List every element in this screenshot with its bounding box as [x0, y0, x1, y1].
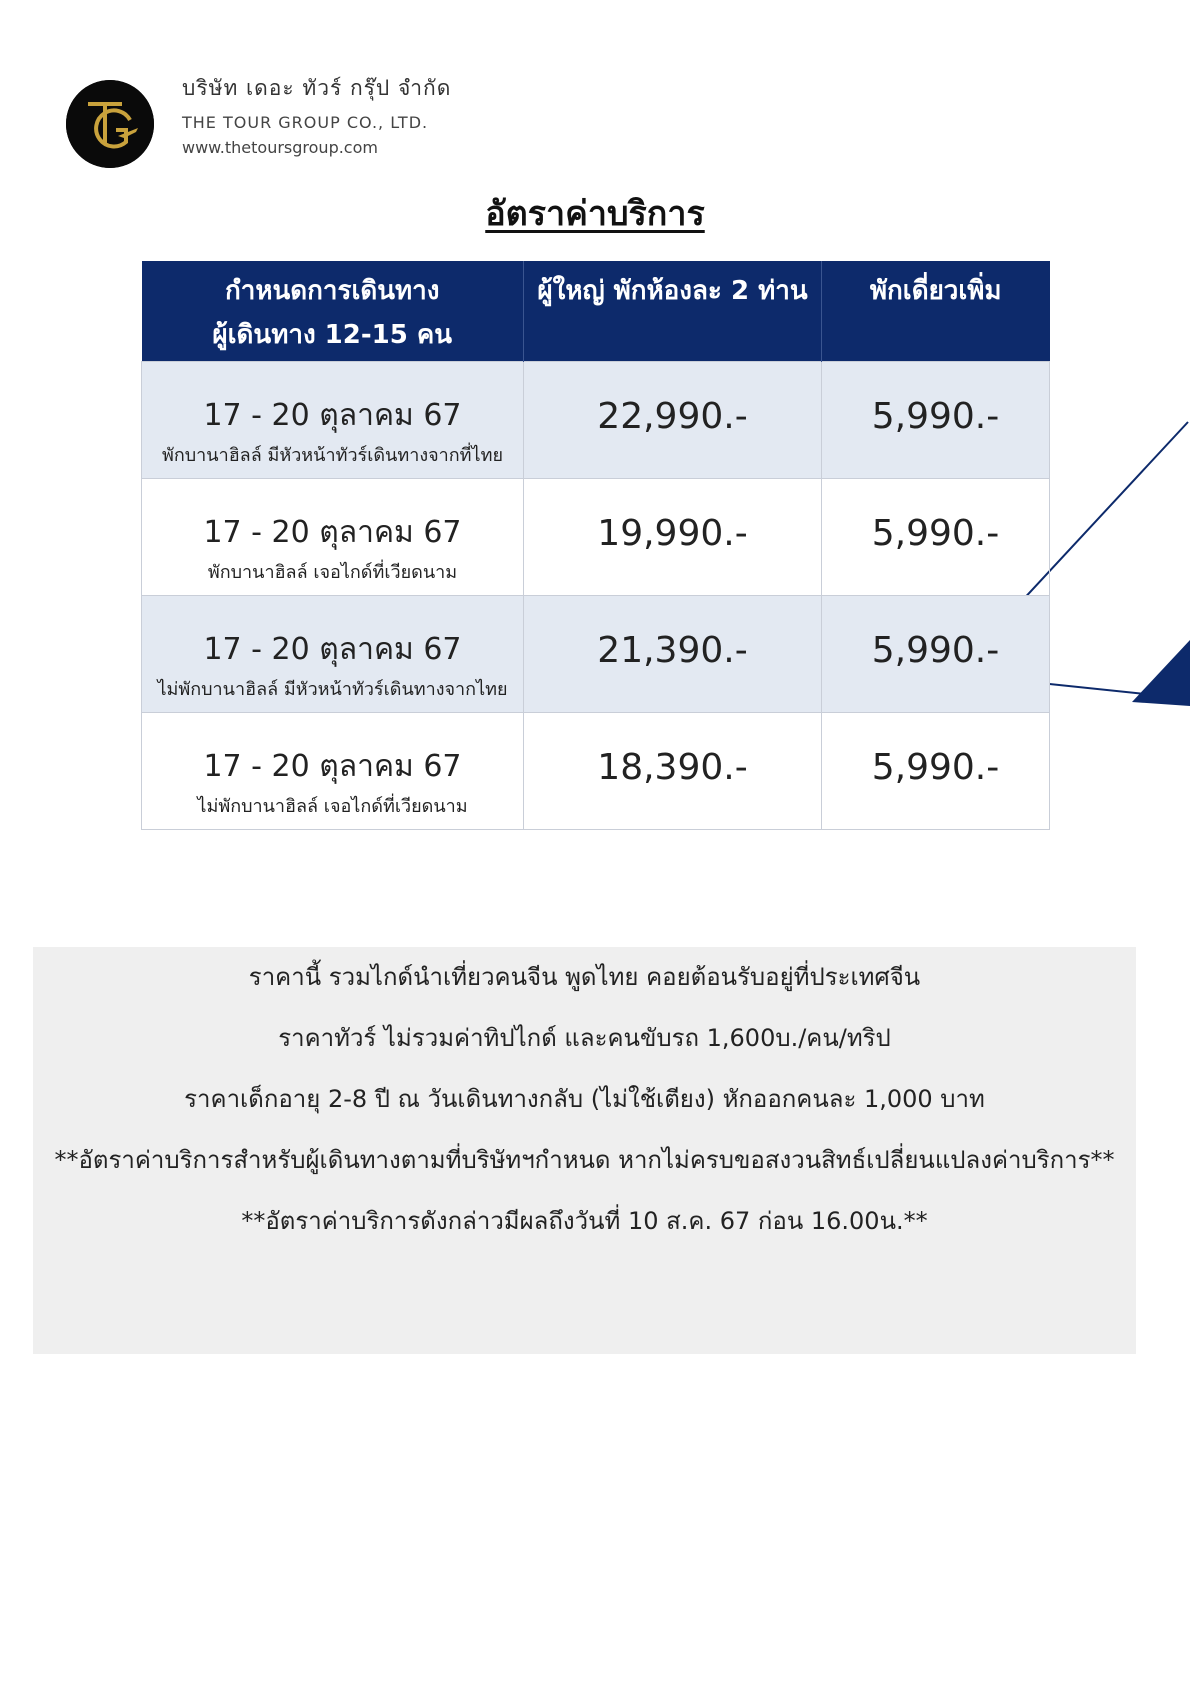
adult-price: 19,990.- — [597, 513, 748, 554]
travel-date: 17 - 20 ตุลาคม 67 — [203, 515, 462, 550]
condition-line: ราคาเด็กอายุ 2-8 ปี ณ วันเดินทางกลับ (ไม่ใช้เตียง) หักออกคนละ 1,000 บาท — [184, 1085, 985, 1113]
conditions-list — [33, 947, 1136, 1252]
adult-price-cell — [524, 479, 822, 596]
travel-note: พักบานาฮิลล์ เจอไกด์ที่เวียดนาม — [207, 562, 458, 583]
adult-price-cell — [524, 362, 822, 479]
condition-line: ราคาทัวร์ ไม่รวมค่าทิปไกด์ และคนขับรถ 1,600บ./คน/ทริป — [278, 1024, 891, 1052]
conditions-panel — [33, 947, 1136, 1354]
travel-date: 17 - 20 ตุลาคม 67 — [203, 398, 462, 433]
header-adult-price-label: ผู้ใหญ่ พักห้องละ 2 ท่าน — [537, 276, 808, 306]
adult-price-cell — [524, 596, 822, 713]
single-supplement-price: 5,990.- — [871, 630, 1000, 671]
adult-price-cell — [524, 713, 822, 830]
table-row — [142, 713, 1050, 830]
table-row — [142, 596, 1050, 713]
single-supplement-price: 5,990.- — [871, 747, 1000, 788]
date-cell — [142, 362, 524, 479]
rates-table — [141, 261, 1050, 830]
adult-price: 22,990.- — [597, 396, 748, 437]
company-info — [182, 72, 451, 157]
single-price-cell — [822, 362, 1050, 479]
single-price-cell — [822, 596, 1050, 713]
header-travel-date-line1: กำหนดการเดินทาง — [225, 276, 440, 306]
travel-note: พักบานาฮิลล์ มีหัวหน้าทัวร์เดินทางจากที่ไทย — [161, 445, 504, 466]
date-cell — [142, 713, 524, 830]
travel-date: 17 - 20 ตุลาคม 67 — [203, 749, 462, 784]
condition-line: **อัตราค่าบริการสำหรับผู้เดินทางตามที่บริษัทฯกำหนด หากไม่ครบขอสงวนสิทธ์เปลี่ยนแปลงค่าบริการ** — [54, 1146, 1115, 1174]
header-single-supplement-label: พักเดี่ยวเพิ่ม — [869, 276, 1002, 306]
single-supplement-price: 5,990.- — [871, 396, 1000, 437]
company-website[interactable]: www.thetoursgroup.com — [182, 138, 378, 157]
single-price-cell — [822, 713, 1050, 830]
header-single-supplement — [822, 261, 1050, 362]
adult-price: 18,390.- — [597, 747, 748, 788]
condition-line: **อัตราค่าบริการดังกล่าวมีผลถึงวันที่ 10 ส.ค. 67 ก่อน 16.00น.** — [241, 1207, 928, 1235]
table-row — [142, 479, 1050, 596]
single-price-cell — [822, 479, 1050, 596]
page-title — [0, 186, 1190, 240]
date-cell — [142, 479, 524, 596]
travel-note: ไม่พักบานาฮิลล์ เจอไกด์ที่เวียดนาม — [197, 796, 468, 817]
company-name-en: THE TOUR GROUP CO., LTD. — [182, 113, 429, 132]
single-supplement-price: 5,990.- — [871, 513, 1000, 554]
page-title-text: อัตราค่าบริการ — [485, 194, 705, 234]
company-logo — [66, 80, 154, 168]
tg-logo-icon — [66, 80, 154, 168]
header-travel-date-line2: ผู้เดินทาง 12-15 คน — [212, 320, 453, 350]
condition-line: ราคานี้ รวมไกด์นำเที่ยวคนจีน พูดไทย คอยต้อนรับอยู่ที่ประเทศจีน — [248, 963, 921, 991]
table-header-row — [142, 261, 1050, 362]
header-adult-price — [524, 261, 822, 362]
table-row — [142, 362, 1050, 479]
company-name-th: บริษัท เดอะ ทัวร์ กรุ๊ป จำกัด — [182, 76, 452, 100]
travel-note: ไม่พักบานาฮิลล์ มีหัวหน้าทัวร์เดินทางจากไทย — [157, 679, 508, 700]
date-cell — [142, 596, 524, 713]
travel-date: 17 - 20 ตุลาคม 67 — [203, 632, 462, 667]
adult-price: 21,390.- — [597, 630, 748, 671]
header-travel-date — [142, 261, 524, 362]
